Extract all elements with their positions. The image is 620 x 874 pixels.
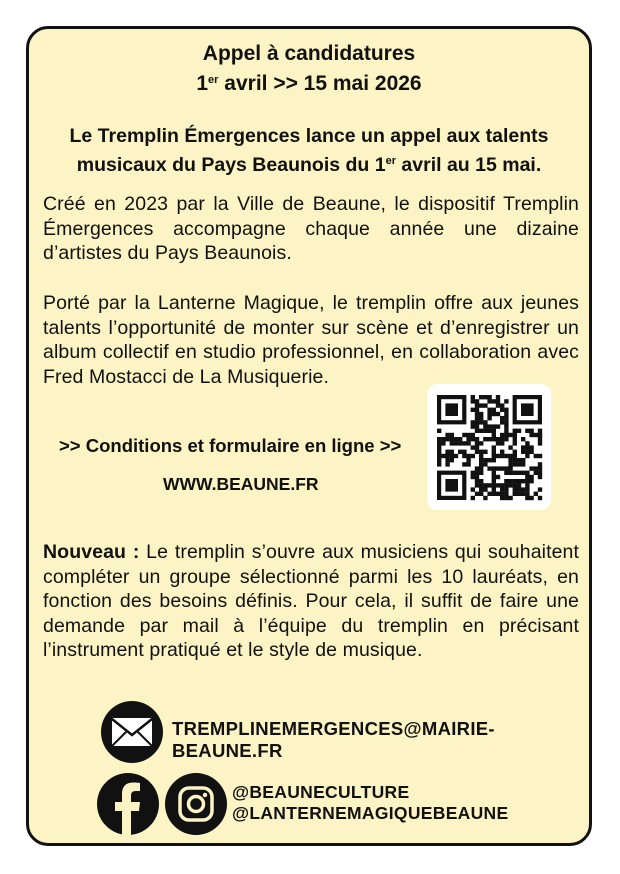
social-handle-1[interactable]: @BEAUNECULTURE [232, 782, 410, 802]
dates-rest: avril >> 15 mai 2026 [218, 72, 422, 95]
facebook-glyph [97, 773, 159, 835]
website-link[interactable]: WWW.BEAUNE.FR [163, 474, 319, 494]
dates-day: 1 [196, 72, 209, 95]
intro-line-2a: musicaux du Pays Beaunois du 1 [76, 154, 386, 176]
conditions-link[interactable]: >> Conditions et formulaire en ligne >> [59, 435, 402, 456]
mail-icon[interactable] [101, 701, 163, 763]
intro-heading [29, 124, 589, 178]
envelope-glyph [101, 701, 163, 763]
intro-line-2b: avril au 15 mai. [396, 154, 542, 176]
nouveau-text: Le tremplin s’ouvre aux musiciens qui souhaitent compléter un groupe sélectionné parmi les 10 lauréats, en fonction des besoins définis. Pour cela, il suffit de faire une demande par mail à l’équipe du tremplin en précisant l’instrument pratiqué et le style de musique. [43, 541, 580, 661]
instagram-icon[interactable] [165, 773, 227, 835]
qr-code[interactable] [427, 384, 551, 510]
qr-code-graphic [427, 384, 551, 510]
paragraph-2: Porté par la Lanterne Magique, le tremplin offre aux jeunes talents l’opportunité de monter sur scène et d’enregistrer un album collectif en studio professionnel, en collaboration avec Fred Mostacci de La Musiquerie. [43, 292, 579, 388]
intro-sup: er [385, 155, 396, 167]
email-address[interactable]: TREMPLINEMERGENCES@MAIRIE-BEAUNE.FR [172, 718, 495, 761]
title [29, 41, 589, 97]
dates-line [29, 67, 589, 97]
nouveau-paragraph [43, 540, 579, 663]
instagram-glyph [165, 773, 227, 835]
intro-line-2 [29, 149, 589, 178]
intro-line-1: Le Tremplin Émergences lance un appel aux talents [69, 125, 549, 147]
flyer-card [26, 26, 592, 846]
nouveau-label: Nouveau : [43, 541, 140, 563]
title-line: Appel à candidatures [202, 42, 416, 65]
facebook-icon[interactable] [97, 773, 159, 835]
social-handle-2[interactable]: @LANTERNEMAGIQUEBEAUNE [232, 803, 509, 823]
paragraph-1: Créé en 2023 par la Ville de Beaune, le dispositif Tremplin Émergences accompagne chaque année une dizaine d’artistes du Pays Beaunois. [43, 193, 579, 264]
dates-sup: er [208, 74, 219, 86]
